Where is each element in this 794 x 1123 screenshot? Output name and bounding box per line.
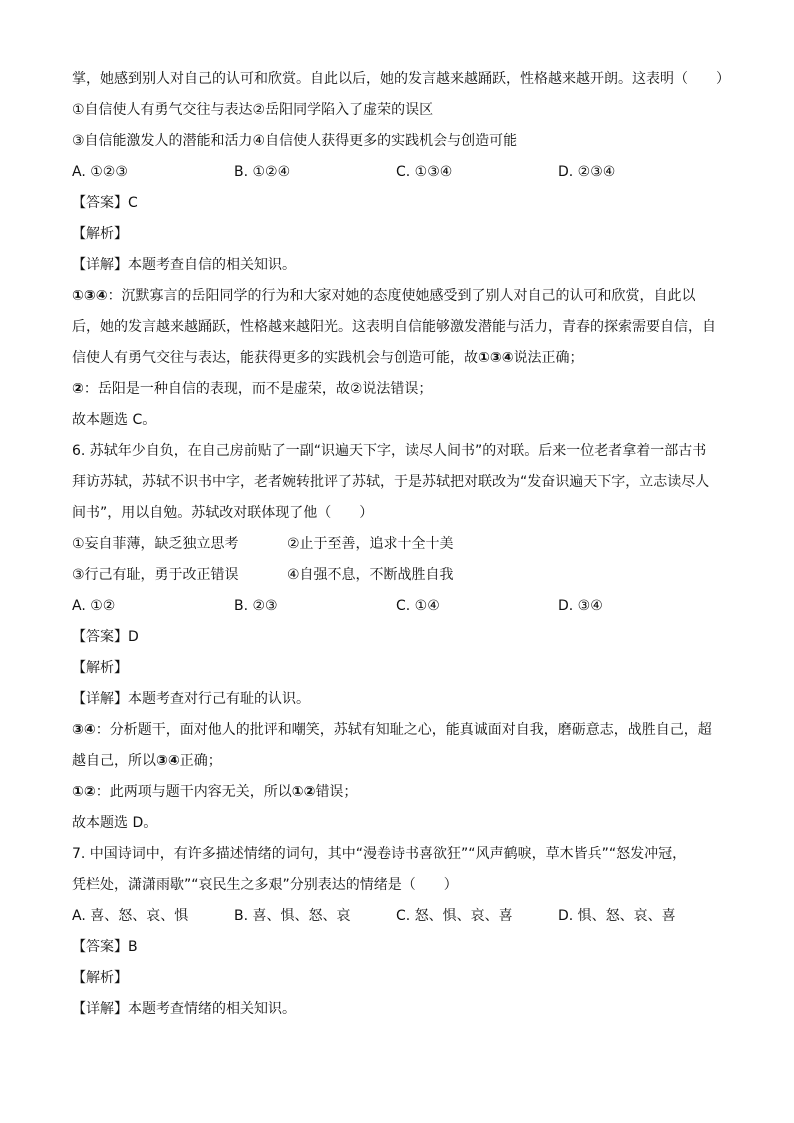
q6-choice-d: D. ③④ bbox=[558, 598, 603, 614]
q5-options-line-2: ③自信能激发人的潜能和活力④自信使人获得更多的实践机会与创造可能 bbox=[72, 133, 518, 149]
q6-exp1-text-2b: ③④ bbox=[156, 753, 180, 769]
q6-choice-c: C. ①④ bbox=[396, 598, 440, 614]
q6-analysis-label: 【解析】 bbox=[72, 660, 128, 676]
q5-stem-end: 掌，她感到别人对自己的认可和欣赏。自此以后，她的发言越来越踊跃，性格越来越开朗。这表明（ ） bbox=[72, 71, 730, 87]
q7-detail: 【详解】本题考查情绪的相关知识。 bbox=[72, 1001, 296, 1017]
q6-exp1-prefix: ③④ bbox=[72, 722, 96, 738]
q5-exp1-text-3a: 信使人有勇气交往与表达，能获得更多的实践机会与创造可能，故 bbox=[72, 350, 478, 366]
q6-options-row-2 bbox=[72, 560, 732, 591]
q6-explanation-1-line-1 bbox=[72, 715, 732, 746]
q6-conclusion: 故本题选 D。 bbox=[72, 815, 158, 831]
q6-choice-a: A. ①② bbox=[72, 598, 116, 614]
q5-choices bbox=[72, 157, 732, 188]
document-page bbox=[72, 64, 732, 1025]
q5-detail: 【详解】本题考查自信的相关知识。 bbox=[72, 257, 296, 273]
q5-exp1-text-3b: ①③④ bbox=[478, 350, 514, 366]
q7-choice-c: C. 怒、惧、哀、喜 bbox=[396, 908, 513, 924]
q7-choice-b: B. 喜、惧、怒、哀 bbox=[234, 908, 351, 924]
q6-options-row-1 bbox=[72, 529, 732, 560]
q6-answer: 【答案】D bbox=[72, 629, 139, 645]
q5-answer: 【答案】C bbox=[72, 195, 138, 211]
q5-exp1-prefix: ①③④ bbox=[72, 288, 108, 304]
q7-choice-a: A. 喜、怒、哀、惧 bbox=[72, 908, 189, 924]
q5-choice-a: A. ①②③ bbox=[72, 164, 128, 180]
q7-choices bbox=[72, 901, 732, 932]
q6-option-2: ②止于至善，追求十全十美 bbox=[287, 536, 454, 552]
q6-exp2-text-c: 错误； bbox=[315, 784, 358, 800]
q5-analysis-label: 【解析】 bbox=[72, 226, 128, 242]
q6-exp1-text-1: ：分析题干，面对他人的批评和嘲笑，苏轼有知耻之心，能真诚面对自我，磨砺意志，战胜自己，超 bbox=[95, 722, 712, 738]
q6-option-1: ①妄自菲薄，缺乏独立思考 bbox=[72, 536, 239, 552]
q5-explanation-2 bbox=[72, 374, 732, 405]
q6-exp1-text-2a: 越自己，所以 bbox=[72, 753, 156, 769]
q5-choice-c: C. ①③④ bbox=[396, 164, 453, 180]
q6-option-3: ③行己有耻，勇于改正错误 bbox=[72, 567, 239, 583]
q6-exp2-text-b: ①② bbox=[291, 784, 316, 800]
q6-stem-line-1: 6. 苏轼年少自负，在自己房前贴了一副“识遍天下字，读尽人间书”的对联。后来一位老者拿着一部古书 bbox=[72, 443, 707, 459]
q5-exp2-prefix: ② bbox=[72, 381, 84, 397]
q6-stem-line-2: 拜访苏轼，苏轼不识书中字，老者婉转批评了苏轼，于是苏轼把对联改为“发奋识遍天下字，立志读尽人 bbox=[72, 474, 710, 490]
q7-stem-line-1: 7. 中国诗词中，有许多描述情绪的词句，其中“漫卷诗书喜欲狂”“风声鹤唳，草木皆兵”“怒发冲冠， bbox=[72, 846, 687, 862]
q6-option-4: ④自强不息，不断战胜自我 bbox=[287, 567, 454, 583]
q7-answer: 【答案】B bbox=[72, 939, 138, 955]
q5-choice-b: B. ①②④ bbox=[234, 164, 291, 180]
q6-choices bbox=[72, 591, 732, 622]
q6-choice-b: B. ②③ bbox=[234, 598, 278, 614]
q6-explanation-2 bbox=[72, 777, 732, 808]
q7-stem-line-2: 凭栏处，潇潇雨歇”“哀民生之多艰”分别表达的情绪是（ ） bbox=[72, 877, 458, 893]
q6-exp2-text-a: ：此两项与题干内容无关，所以 bbox=[95, 784, 292, 800]
q5-exp1-text-1: ：沉默寡言的岳阳同学的行为和大家对她的态度使她感受到了别人对自己的认可和欣赏，自此以 bbox=[107, 288, 696, 304]
q6-exp1-text-2c: 正确； bbox=[179, 753, 222, 769]
q5-exp1-text-3c: 说法正确； bbox=[513, 350, 584, 366]
q5-conclusion: 故本题选 C。 bbox=[72, 412, 157, 428]
q7-analysis-label: 【解析】 bbox=[72, 970, 128, 986]
q5-explanation-1-line-1 bbox=[72, 281, 732, 312]
q5-explanation-1-line-3 bbox=[72, 343, 732, 374]
q5-explanation-1-line-2: 后，她的发言越来越踊跃，性格越来越阳光。这表明自信能够激发潜能与活力，青春的探索需要自信，自 bbox=[72, 319, 716, 335]
q7-choice-d: D. 惧、怒、哀、喜 bbox=[558, 908, 676, 924]
q6-explanation-1-line-2 bbox=[72, 746, 732, 777]
q6-stem-line-3: 间书”，用以自勉。苏轼改对联体现了他（ ） bbox=[72, 505, 374, 521]
q5-choice-d: D. ②③④ bbox=[558, 164, 616, 180]
q5-exp2-text: ：岳阳是一种自信的表现，而不是虚荣，故②说法错误； bbox=[83, 381, 433, 397]
q6-detail: 【详解】本题考查对行己有耻的认识。 bbox=[72, 691, 310, 707]
q6-exp2-prefix: ①② bbox=[72, 784, 96, 800]
q5-options-line-1: ①自信使人有勇气交往与表达②岳阳同学陷入了虚荣的误区 bbox=[72, 102, 434, 118]
